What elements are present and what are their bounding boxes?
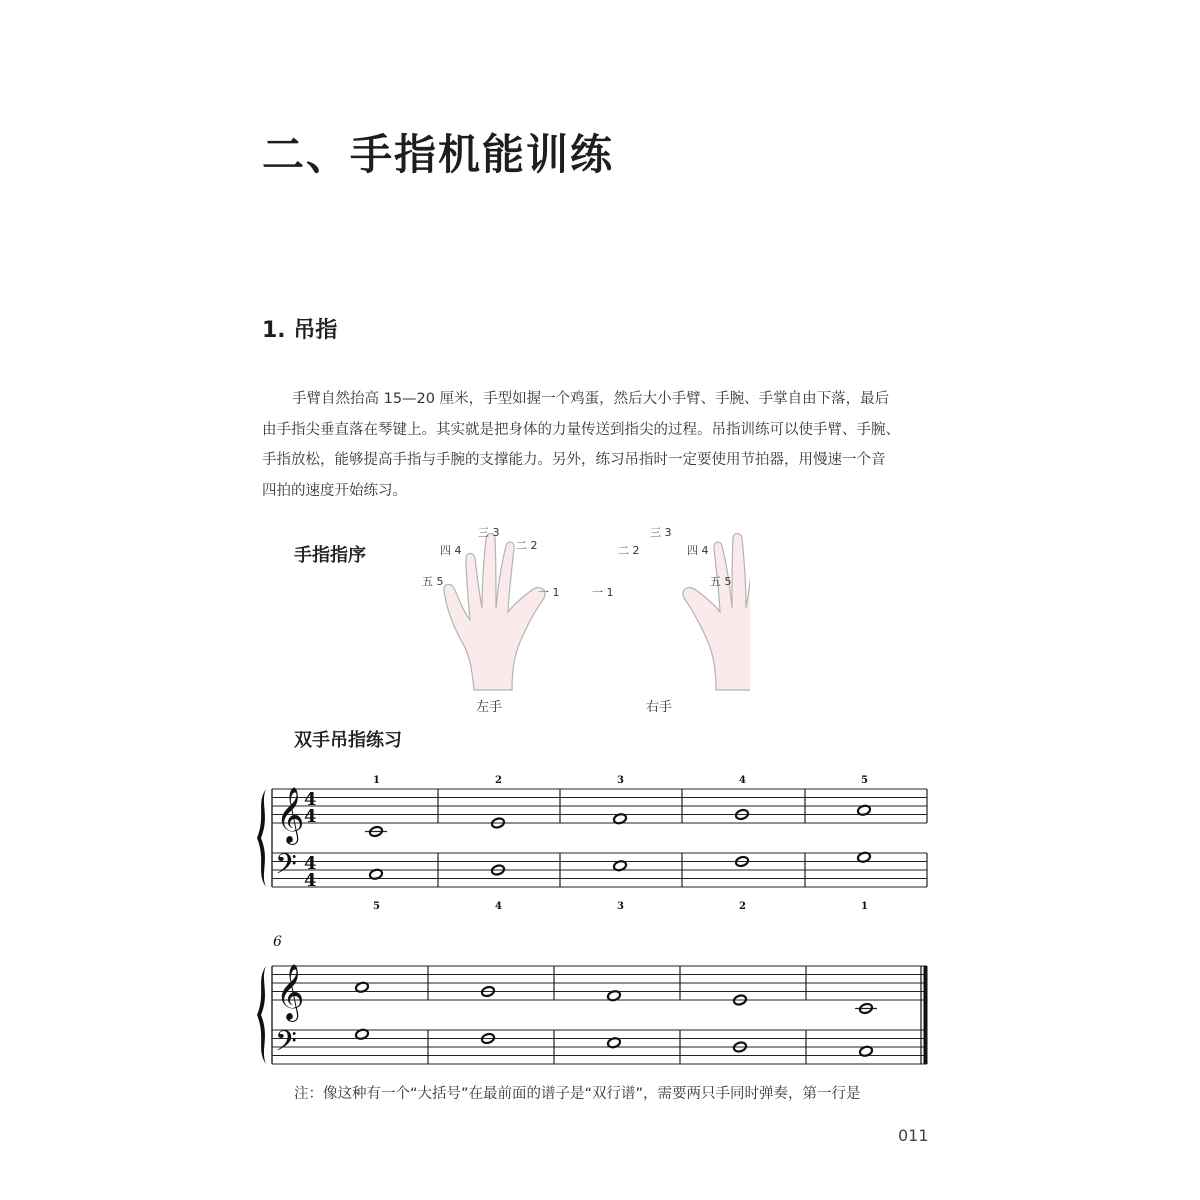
treble-fingering: 4 bbox=[739, 775, 746, 786]
left-finger-middle: 三 3 bbox=[478, 526, 500, 539]
finger-order-label: 手指指序 bbox=[294, 545, 366, 566]
right-finger-thumb: 一 1 bbox=[592, 586, 614, 599]
page-number: 011 bbox=[898, 1126, 929, 1145]
score-layer bbox=[257, 775, 927, 1065]
right-hand-caption: 右手 bbox=[646, 700, 673, 715]
left-hand-caption: 左手 bbox=[476, 700, 503, 715]
bass-fingering: 1 bbox=[861, 901, 868, 912]
time-signature-top: 4 bbox=[304, 789, 317, 810]
right-finger-index: 二 2 bbox=[618, 544, 640, 557]
bass-fingering: 4 bbox=[495, 901, 502, 912]
treble-fingering: 3 bbox=[617, 775, 624, 786]
time-signature-bottom: 4 bbox=[304, 870, 317, 891]
paragraph-line: 四拍的速度开始练习。 bbox=[262, 482, 407, 499]
paragraph-line: 由手指尖垂直落在琴键上。其实就是把身体的力量传送到指尖的过程。吊指训练可以使手臂、手腕、 bbox=[262, 421, 900, 438]
page-title: 二、手指机能训练 bbox=[262, 130, 615, 179]
bass-clef-icon: 𝄢 bbox=[275, 848, 297, 888]
bass-fingering: 2 bbox=[739, 901, 746, 912]
bass-fingering: 5 bbox=[373, 901, 380, 912]
system-brace bbox=[257, 966, 266, 1064]
left-finger-ring: 四 4 bbox=[440, 544, 462, 557]
system-brace bbox=[257, 789, 266, 887]
exercise-label: 双手吊指练习 bbox=[294, 730, 402, 751]
right-finger-middle: 三 3 bbox=[650, 526, 672, 539]
treble-clef-icon: 𝄞 bbox=[276, 964, 305, 1020]
left-finger-index: 二 2 bbox=[516, 539, 538, 552]
treble-fingering: 2 bbox=[495, 775, 502, 786]
measure-number: 6 bbox=[273, 934, 282, 950]
treble-clef-icon: 𝄞 bbox=[276, 787, 305, 843]
treble-fingering: 1 bbox=[373, 775, 380, 786]
bass-clef-icon: 𝄢 bbox=[275, 1025, 297, 1065]
section-title: 1. 吊指 bbox=[262, 318, 338, 343]
note-text: 注：像这种有一个“大括号”在最前面的谱子是“双行谱”，需要两只手同时弹奏，第一行是 bbox=[294, 1086, 861, 1102]
left-finger-little: 五 5 bbox=[422, 575, 444, 588]
time-signature-top: 4 bbox=[304, 853, 317, 874]
bass-fingering: 3 bbox=[617, 901, 624, 912]
treble-fingering: 5 bbox=[861, 775, 868, 786]
right-finger-ring: 四 4 bbox=[687, 544, 709, 557]
time-signature-bottom: 4 bbox=[304, 806, 317, 827]
right-finger-little: 五 5 bbox=[710, 575, 732, 588]
paragraph-line: 手指放松，能够提高手指与手腕的支撑能力。另外，练习吊指时一定要使用节拍器，用慢速一个音 bbox=[262, 452, 886, 468]
paragraph-line: 手臂自然抬高 15—20 厘米，手型如握一个鸡蛋，然后大小手臂、手腕、手掌自由下落，最后 bbox=[292, 391, 890, 407]
left-finger-thumb: 一 1 bbox=[538, 586, 560, 599]
